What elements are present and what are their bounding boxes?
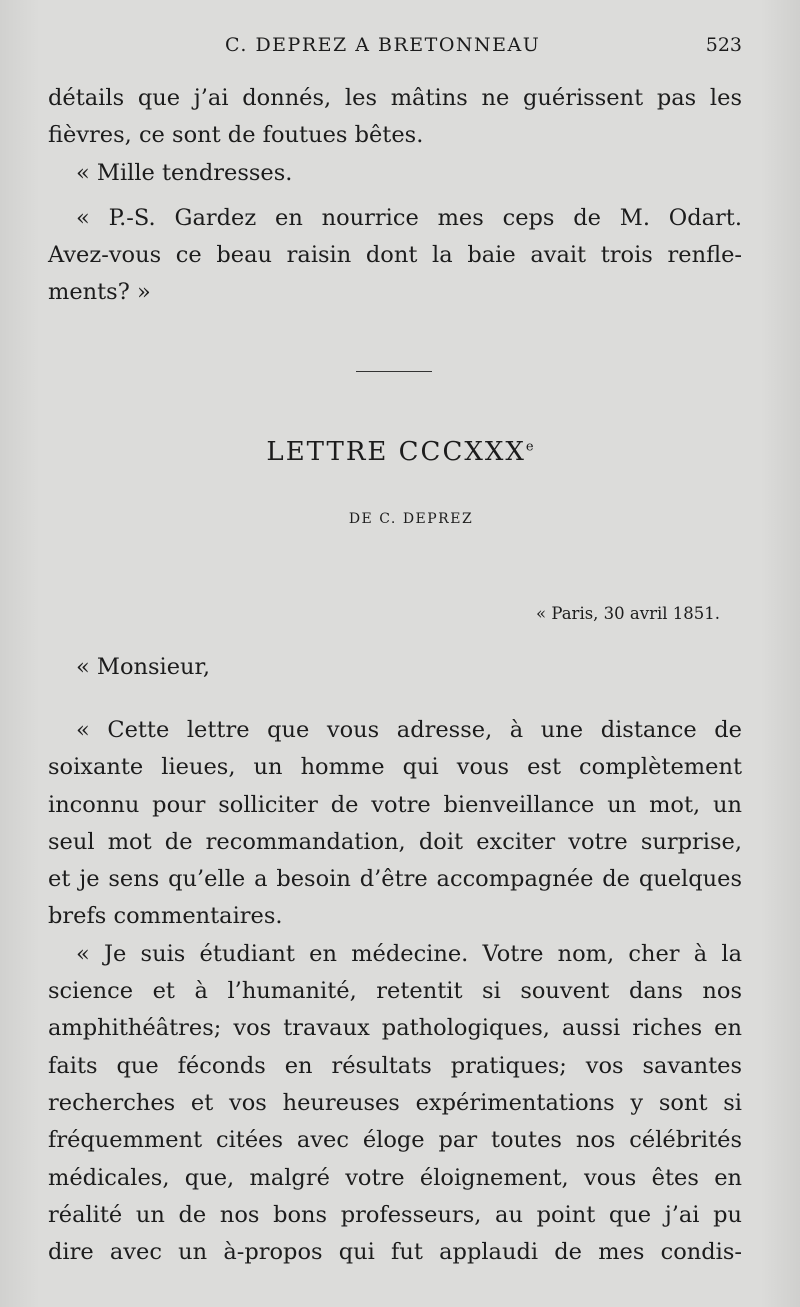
text-line: « Mille tendresses. [76,159,293,186]
text-line: et je sens qu’elle a besoin d’être accompagnée de quelques [48,866,742,893]
text-line: ments? » [48,279,151,306]
text-line: fièvres, ce sont de foutues bêtes. [48,122,424,149]
page-number: 523 [705,34,742,56]
text-line: soixante lieues, un homme qui vous est complètement [48,754,742,781]
previous-letter-ending [48,80,742,312]
text-line: fréquemment citées avec éloge par toutes nos célébrités [48,1127,742,1154]
letter-dateline: « Paris, 30 avril 1851. [536,604,720,623]
text-line: faits que féconds en résultats pratiques; vos savantes [48,1052,742,1079]
page-header [0,30,800,62]
letter-sender: DE C. DEPREZ [348,511,474,527]
text-line: Avez-vous ce beau raisin dont la baie avait trois renfle- [48,242,742,269]
text-line: « P.-S. Gardez en nourrice mes ceps de M. Odart. [76,204,742,231]
text-line: amphithéâtres; vos travaux pathologiques, aussi riches en [48,1015,742,1042]
text-line: « Je suis étudiant en médecine. Votre nom, cher à la [76,940,742,967]
letter-title-text: LETTRE CCCXXX [266,437,526,467]
letter-title-superscript: e [525,439,534,455]
letter-title [0,437,800,467]
text-line: médicales, que, malgré votre éloignement, vous êtes en [48,1164,742,1191]
running-head: C. DEPREZ A BRETONNEAU [225,34,541,56]
text-line: détails que j’ai donnés, les mâtins ne guérissent pas les [48,85,742,111]
text-line: dire avec un à-propos qui fut applaudi de mes condis- [48,1239,742,1266]
text-line: inconnu pour solliciter de votre bienveillance un mot, un [48,791,742,818]
letter-body [48,712,742,1271]
text-line: recherches et vos heureuses expérimentations y sont si [48,1089,742,1116]
text-line: brefs commentaires. [48,903,283,930]
text-line: science et à l’humanité, retentit si souvent dans nos [48,978,742,1005]
letter-salutation: « Monsieur, [76,654,210,680]
text-line: seul mot de recommandation, doit exciter votre surprise, [48,828,742,855]
section-divider [356,371,432,372]
text-line: réalité un de nos bons professeurs, au point que j’ai pu [48,1201,742,1228]
text-line: « Cette lettre que vous adresse, à une distance de [76,717,742,743]
